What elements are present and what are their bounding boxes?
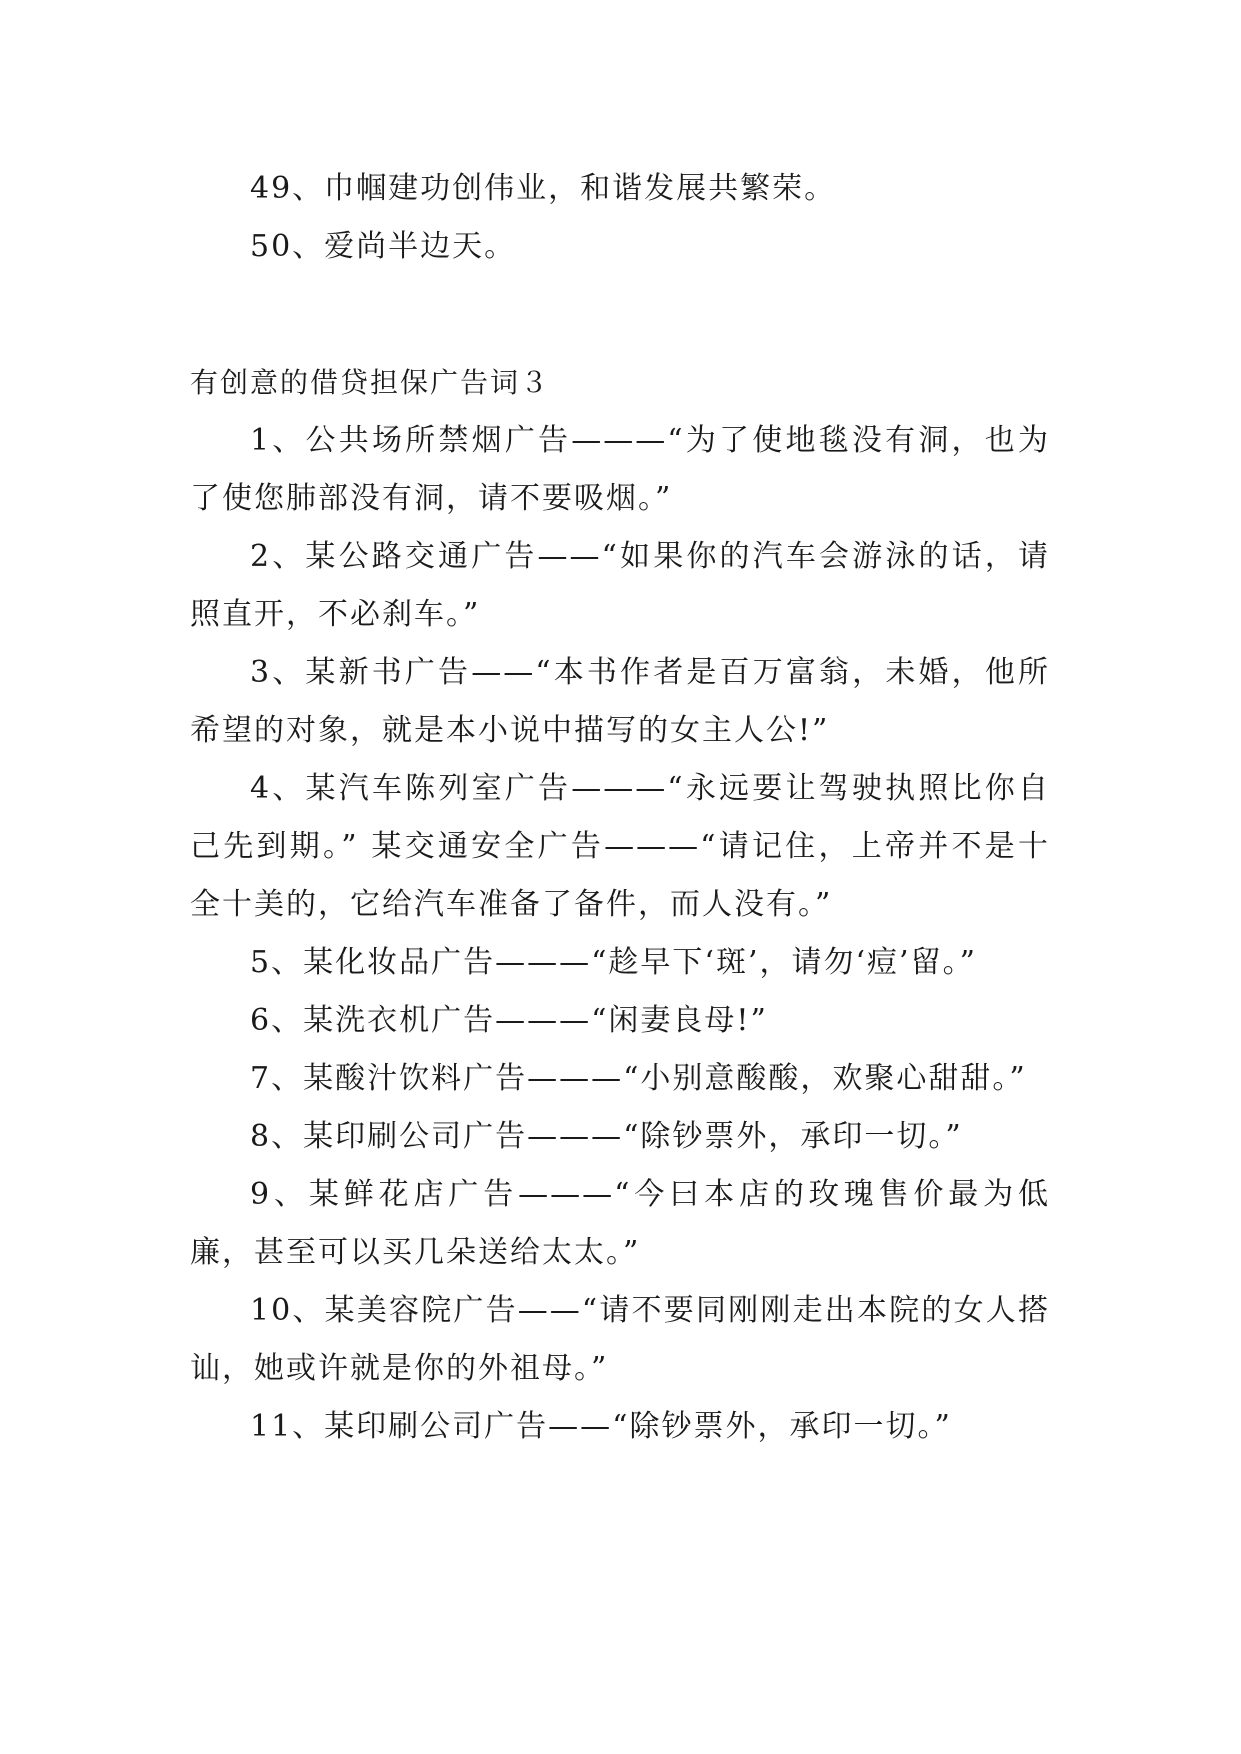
ad-item-1: 1、公共场所禁烟广告———“为了使地毯没有洞，也为了使您肺部没有洞，请不要吸烟。” (190, 423, 1050, 516)
ad-item-9: 9、某鲜花店广告———“今曰本店的玫瑰售价最为低廉，甚至可以买几朵送给太太。” (190, 1177, 1050, 1270)
document-body (190, 160, 1050, 1456)
ad-item-11: 11、某印刷公司广告——“除钞票外，承印一切。” (250, 1409, 952, 1444)
ad-item-7: 7、某酸汁饮料广告———“小别意酸酸，欢聚心甜甜。” (250, 1061, 1027, 1096)
ad-item-5: 5、某化妆品广告———“趁早下‘斑’，请勿‘痘’留。” (250, 945, 977, 980)
section-gap (190, 276, 1050, 354)
ad-item-6: 6、某洗衣机广告———“闲妻良母!” (250, 1003, 768, 1038)
section-title: 有创意的借贷担保广告词３ (190, 366, 551, 399)
list-item-50: 50、爱尚半边天。 (250, 229, 517, 264)
ad-item-3: 3、某新书广告——“本书作者是百万富翁，未婚，他所希望的对象，就是本小说中描写的女主人公!” (190, 655, 1050, 748)
ad-item-8: 8、某印刷公司广告———“除钞票外，承印一切。” (250, 1119, 963, 1154)
ad-item-2: 2、某公路交通广告——“如果你的汽车会游泳的话，请照直开，不必刹车。” (190, 539, 1050, 632)
list-item-49: 49、巾帼建功创伟业，和谐发展共繁荣。 (250, 171, 837, 206)
ad-item-10: 10、某美容院广告——“请不要同刚刚走出本院的女人搭讪，她或许就是你的外祖母。” (190, 1293, 1050, 1386)
ad-item-4: 4、某汽车陈列室广告———“永远要让驾驶执照比你自己先到期。” 某交通安全广告———“请记住，上帝并不是十全十美的，它给汽车准备了备件，而人没有。” (190, 771, 1050, 922)
